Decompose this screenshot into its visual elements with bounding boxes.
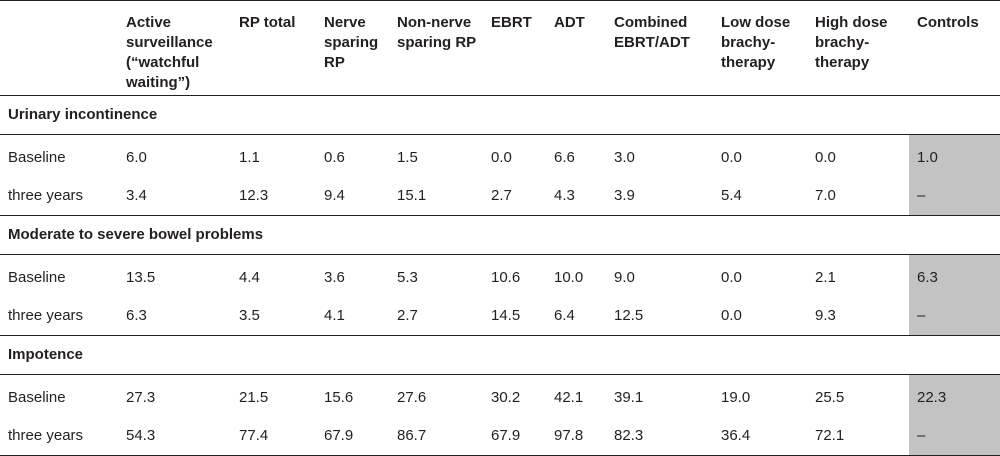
table-row [0,255,1000,298]
controls-cell: 1.0 [909,135,1000,178]
table-cell: 14.5 [483,297,546,336]
table-cell: 67.9 [483,417,546,456]
table-cell: 9.0 [614,269,635,286]
table-cell: 67.9 [316,417,389,456]
table-row [0,135,1000,178]
table-cell: 0.0 [721,269,742,286]
table-cell: 82.3 [606,417,713,456]
column-header-rp-total: RP total [231,1,316,96]
table-cell: 0.0 [713,297,807,336]
table-cell: 3.4 [118,177,231,216]
column-header-row-label [0,1,118,96]
section-header-row [0,96,1000,135]
column-header-ebrt: EBRT [483,1,546,96]
table-cell: 0.0 [491,149,512,166]
controls-cell: – [909,177,1000,216]
table-cell: 12.3 [231,177,316,216]
row-label: three years [0,417,118,456]
table-cell: 4.4 [239,269,260,286]
controls-cell: – [909,417,1000,456]
table-cell: 4.1 [316,297,389,336]
table-cell: 42.1 [554,389,584,406]
table-cell: 6.0 [126,149,147,166]
table-cell: 77.4 [231,417,316,456]
table-cell: 12.5 [606,297,713,336]
table-cell: 6.4 [546,297,606,336]
table-cell: 54.3 [118,417,231,456]
table-cell: 2.7 [483,177,546,216]
table-cell: 3.5 [231,297,316,336]
row-label: Baseline [8,389,66,406]
table-cell: 15.1 [389,177,483,216]
row-label: three years [0,177,118,216]
table-cell: 13.5 [126,269,156,286]
table-cell: 2.7 [389,297,483,336]
table-cell: 21.5 [239,389,269,406]
column-header-controls: Controls [909,1,1000,96]
table-cell: 10.6 [491,269,521,286]
controls-cell: 6.3 [909,255,1000,298]
table-cell: 7.0 [807,177,909,216]
table-cell: 9.4 [316,177,389,216]
table-cell: 5.4 [713,177,807,216]
section-header-row [0,336,1000,375]
table-cell: 27.3 [126,389,156,406]
table-cell: 36.4 [713,417,807,456]
table-cell: 3.9 [606,177,713,216]
table-body [0,96,1000,456]
table-cell: 72.1 [807,417,909,456]
table-cell: 25.5 [815,389,845,406]
row-label: Baseline [8,269,66,286]
section-header-row [0,216,1000,255]
table-cell: 0.0 [815,149,836,166]
column-header-adt: ADT [546,1,606,96]
table-cell: 10.0 [554,269,584,286]
table-cell: 6.3 [118,297,231,336]
column-header-active-surveillance: Active surveillance (“watchful waiting”) [118,1,231,96]
controls-cell: 22.3 [909,375,1000,418]
section-title: Impotence [0,336,1000,375]
table-cell: 27.6 [397,389,427,406]
column-header-nerve-sparing-rp: Nerve sparing RP [316,1,389,96]
column-header-combined-ebrt-adt: Combined EBRT/ADT [606,1,713,96]
table-header-row [0,1,1000,96]
table-cell: 4.3 [546,177,606,216]
column-header-low-dose-brachytherapy: Low dose brachy- therapy [713,1,807,96]
section-title: Moderate to severe bowel problems [0,216,1000,255]
table-cell: 1.1 [239,149,260,166]
table-cell: 2.1 [815,269,836,286]
table-cell: 6.6 [554,149,575,166]
column-header-non-nerve-sparing-rp: Non-nerve sparing RP [389,1,483,96]
section-title: Urinary incontinence [0,96,1000,135]
table-cell: 19.0 [721,389,751,406]
table-cell: 97.8 [546,417,606,456]
table-row [0,297,1000,336]
table-cell: 3.0 [614,149,635,166]
table-cell: 3.6 [324,269,345,286]
table-cell: 0.0 [721,149,742,166]
controls-cell: – [909,297,1000,336]
table-cell: 30.2 [491,389,521,406]
table-cell: 1.5 [397,149,418,166]
table-cell: 15.6 [324,389,354,406]
row-label: Baseline [8,149,66,166]
column-header-high-dose-brachytherapy: High dose brachy- therapy [807,1,909,96]
table-cell: 39.1 [614,389,644,406]
table-cell: 9.3 [807,297,909,336]
row-label: three years [0,297,118,336]
table-row [0,177,1000,216]
table-cell: 86.7 [389,417,483,456]
table-cell: 0.6 [324,149,345,166]
table-row [0,375,1000,418]
table-cell: 5.3 [397,269,418,286]
